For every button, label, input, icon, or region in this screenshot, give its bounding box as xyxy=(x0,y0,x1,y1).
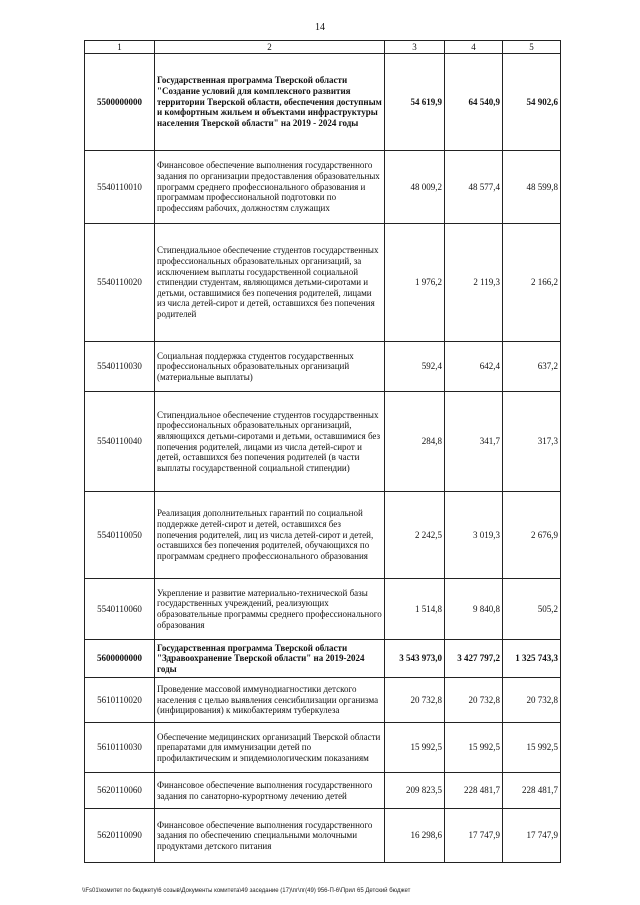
value-cell-col4: 15 992,5 xyxy=(445,723,503,773)
value-cell-col4: 3 427 797,2 xyxy=(445,640,503,678)
value-cell-col3: 2 242,5 xyxy=(385,492,445,579)
column-header: 3 xyxy=(385,41,445,54)
column-header: 1 xyxy=(85,41,155,54)
value-cell-col4: 48 577,4 xyxy=(445,151,503,224)
table-row xyxy=(85,579,561,640)
value-cell-col4: 642,4 xyxy=(445,342,503,392)
code-cell: 5540110060 xyxy=(85,579,155,640)
table-header-row xyxy=(85,41,561,54)
value-cell-col3: 284,8 xyxy=(385,392,445,492)
value-cell-col5: 505,2 xyxy=(503,579,561,640)
column-header: 5 xyxy=(503,41,561,54)
value-cell-col5: 2 166,2 xyxy=(503,224,561,342)
value-cell-col5: 2 676,9 xyxy=(503,492,561,579)
value-cell-col4: 3 019,3 xyxy=(445,492,503,579)
description-cell: Финансовое обеспечение выполнения государственного задания по санаторно-курортному лечению детей xyxy=(155,773,385,809)
value-cell-col5: 17 747,9 xyxy=(503,809,561,863)
table-row xyxy=(85,54,561,151)
value-cell-col3: 20 732,8 xyxy=(385,678,445,723)
page-number: 14 xyxy=(315,22,325,33)
table-row xyxy=(85,773,561,809)
description-cell: Реализация дополнительных гарантий по социальной поддержке детей-сирот и детей, оставшихся без попечения родителей, лиц из числа детей-сирот и детей, оставшихся без попечения родителей, обучающихся по программам среднего профессионального образования xyxy=(155,492,385,579)
value-cell-col4: 17 747,9 xyxy=(445,809,503,863)
code-cell: 5620110090 xyxy=(85,809,155,863)
column-header: 4 xyxy=(445,41,503,54)
table-row xyxy=(85,809,561,863)
value-cell-col5: 15 992,5 xyxy=(503,723,561,773)
value-cell-col4: 2 119,3 xyxy=(445,224,503,342)
description-cell: Укрепление и развитие материально-технической базы государственных учреждений, реализующих образовательные программы среднего профессионального образования xyxy=(155,579,385,640)
value-cell-col3: 3 543 973,0 xyxy=(385,640,445,678)
value-cell-col3: 15 992,5 xyxy=(385,723,445,773)
value-cell-col4: 64 540,9 xyxy=(445,54,503,151)
value-cell-col3: 54 619,9 xyxy=(385,54,445,151)
value-cell-col3: 16 298,6 xyxy=(385,809,445,863)
value-cell-col3: 209 823,5 xyxy=(385,773,445,809)
table-row xyxy=(85,342,561,392)
code-cell: 5540110020 xyxy=(85,224,155,342)
value-cell-col5: 228 481,7 xyxy=(503,773,561,809)
value-cell-col5: 1 325 743,3 xyxy=(503,640,561,678)
value-cell-col5: 317,3 xyxy=(503,392,561,492)
description-cell: Финансовое обеспечение выполнения государственного задания по обеспечению специальными молочными продуктами детского питания xyxy=(155,809,385,863)
code-cell: 5540110030 xyxy=(85,342,155,392)
description-cell: Стипендиальное обеспечение студентов государственных профессиональных образовательных организаций, за исключением выплаты государственной социальной стипендии студентам, являющимся детьми-сиротами и детьми, оставшимися без попечения родителей, лицами из числа детей-сирот и детей, оставшихся без попечения родителей xyxy=(155,224,385,342)
table-row xyxy=(85,723,561,773)
value-cell-col3: 1 514,8 xyxy=(385,579,445,640)
value-cell-col5: 20 732,8 xyxy=(503,678,561,723)
code-cell: 5540110040 xyxy=(85,392,155,492)
description-cell: Финансовое обеспечение выполнения государственного задания по организации предоставления образовательных программ среднего профессионального образования и программам профессиональной подготовки по профессиям рабочих, должностям служащих xyxy=(155,151,385,224)
code-cell: 5620110060 xyxy=(85,773,155,809)
table-row xyxy=(85,224,561,342)
value-cell-col3: 592,4 xyxy=(385,342,445,392)
code-cell: 5540110010 xyxy=(85,151,155,224)
description-cell: Социальная поддержка студентов государственных профессиональных образовательных организаций (материальные выплаты) xyxy=(155,342,385,392)
value-cell-col5: 48 599,8 xyxy=(503,151,561,224)
description-cell: Проведение массовой иммунодиагностики детского населения с целью выявления сенсибилизации организма (инфицирования) к микобактериям туберкулеза xyxy=(155,678,385,723)
table-row xyxy=(85,640,561,678)
value-cell-col3: 1 976,2 xyxy=(385,224,445,342)
value-cell-col4: 20 732,8 xyxy=(445,678,503,723)
table-body xyxy=(85,54,561,863)
file-path-footer: \\Fs01\комитет по бюджету\6 созыв\Документы комитета\49 заседание (17)\пг\пг(49) 956-П-6\Прил 65 Детский бюджет xyxy=(82,888,411,894)
budget-table xyxy=(84,40,561,863)
code-cell: 5500000000 xyxy=(85,54,155,151)
code-cell: 5610110020 xyxy=(85,678,155,723)
value-cell-col4: 228 481,7 xyxy=(445,773,503,809)
description-cell: Государственная программа Тверской области "Здравоохранение Тверской области" на 2019-2024 годы xyxy=(155,640,385,678)
value-cell-col3: 48 009,2 xyxy=(385,151,445,224)
table-row xyxy=(85,492,561,579)
column-header: 2 xyxy=(155,41,385,54)
table-row xyxy=(85,392,561,492)
value-cell-col4: 9 840,8 xyxy=(445,579,503,640)
value-cell-col4: 341,7 xyxy=(445,392,503,492)
code-cell: 5600000000 xyxy=(85,640,155,678)
value-cell-col5: 54 902,6 xyxy=(503,54,561,151)
code-cell: 5610110030 xyxy=(85,723,155,773)
description-cell: Государственная программа Тверской области "Создание условий для комплексного развития территории Тверской области, обеспечения доступным и комфортным жильем и объектами инфраструктуры населения Тверской области" на 2019 - 2024 годы xyxy=(155,54,385,151)
description-cell: Обеспечение медицинских организаций Тверской области препаратами для иммунизации детей по профилактическим и эпидемиологическим показаниям xyxy=(155,723,385,773)
table-row xyxy=(85,678,561,723)
code-cell: 5540110050 xyxy=(85,492,155,579)
description-cell: Стипендиальное обеспечение студентов государственных профессиональных образовательных организаций, являющихся детьми-сиротами и детьми, оставшимися без попечения родителей, лицами из числа детей-сирот и детей, оставшихся без попечения родителей (в части выплаты государственной социальной стипендии) xyxy=(155,392,385,492)
value-cell-col5: 637,2 xyxy=(503,342,561,392)
table-row xyxy=(85,151,561,224)
